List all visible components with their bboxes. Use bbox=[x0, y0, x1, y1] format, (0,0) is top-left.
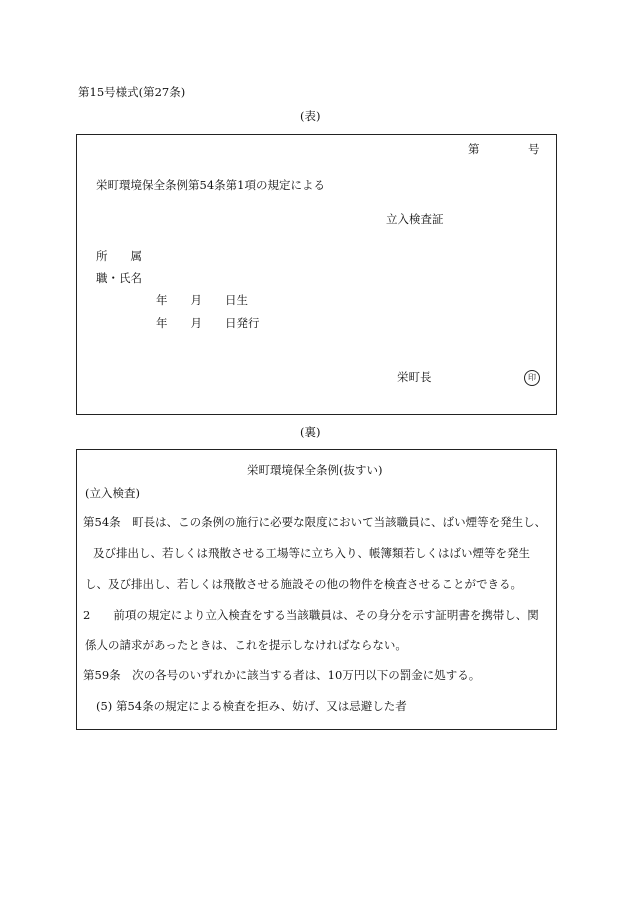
article-59-item-5: (5) 第54条の規定による検査を拒み、妨げ、又は忌避した者 bbox=[96, 699, 407, 713]
article-54-line-1: 第54条 町長は、この条例の施行に必要な限度において当該職員に、ばい煙等を発生し、 bbox=[83, 515, 547, 529]
legal-basis: 栄町環境保全条例第54条第1項の規定による bbox=[96, 178, 325, 192]
card-title: 立入検査証 bbox=[386, 212, 444, 226]
article-54-2-line-2: 係人の請求があったときは、これを提示しなければならない。 bbox=[85, 638, 407, 652]
article-54-2-line-1: 2 前項の規定により立入検査をする当該職員は、その身分を示す証明書を携帯し、関 bbox=[83, 608, 539, 622]
issue-date: 年 月 日発行 bbox=[156, 316, 260, 330]
position-name-label: 職・氏名 bbox=[96, 271, 142, 285]
back-side-label: (裏) bbox=[300, 425, 321, 439]
seal-icon: 印 bbox=[524, 370, 540, 386]
birth-date: 年 月 日生 bbox=[156, 293, 248, 307]
ordinance-title: 栄町環境保全条例(抜すい) bbox=[247, 463, 383, 477]
affiliation-label: 所 属 bbox=[96, 249, 142, 263]
front-side-label: (表) bbox=[300, 109, 321, 123]
article-59: 第59条 次の各号のいずれかに該当する者は、10万円以下の罰金に処する。 bbox=[83, 668, 481, 682]
back-card bbox=[76, 449, 557, 730]
article-54-line-3: し、及び排出し、若しくは飛散させる施設その他の物件を検査させることができる。 bbox=[85, 577, 522, 591]
number-suffix: 号 bbox=[528, 142, 540, 156]
issuer: 栄町長 bbox=[397, 370, 432, 384]
section-heading: (立入検査) bbox=[85, 486, 140, 500]
front-card bbox=[76, 134, 557, 415]
number-prefix: 第 bbox=[468, 142, 480, 156]
form-number: 第15号様式(第27条) bbox=[78, 85, 186, 99]
article-54-line-2: 及び排出し、若しくは飛散させる工場等に立ち入り、帳簿類若しくはばい煙等を発生 bbox=[93, 546, 530, 560]
